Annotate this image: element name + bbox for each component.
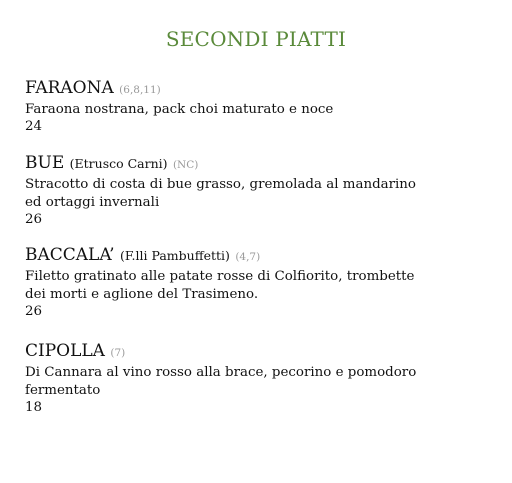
dish-price: 18 (25, 400, 43, 415)
dish-item (25, 245, 505, 320)
dish-description-line: Faraona nostrana, pack choi maturato e noce (25, 102, 334, 117)
dish-name: CIPOLLA (25, 341, 105, 361)
dish-header (25, 78, 505, 100)
dish-producer: (F.lli Pambuffetti) (119, 248, 230, 263)
dish-description (25, 101, 505, 119)
dish-allergens: (7) (110, 347, 126, 359)
dish-producer: (Etrusco Carni) (69, 156, 168, 171)
dish-allergens: (6,8,11) (119, 84, 161, 96)
dish-description-line: fermentato (25, 383, 101, 398)
dish-price: 26 (25, 212, 43, 227)
dish-description-line: ed ortaggi invernali (25, 195, 160, 210)
dish-item (25, 78, 505, 135)
dish-header (25, 153, 505, 175)
dish-name: FARAONA (25, 78, 114, 98)
dish-description (25, 364, 505, 400)
dish-description-line: dei morti e aglione del Trasimeno. (25, 287, 259, 302)
dish-description-line: Di Cannara al vino rosso alla brace, pecorino e pomodoro (25, 365, 417, 380)
dish-description (25, 268, 505, 304)
dish-price: 24 (25, 119, 43, 134)
dish-item (25, 341, 505, 416)
dish-name: BUE (25, 153, 65, 173)
dish-allergens: (4,7) (235, 251, 261, 263)
dish-allergens: (NC) (172, 159, 199, 171)
dish-name: BACCALA’ (25, 245, 115, 265)
dish-price: 26 (25, 304, 43, 319)
dish-header (25, 245, 505, 267)
dish-description-line: Filetto gratinato alle patate rosse di Colfiorito, trombette (25, 269, 415, 284)
dish-description-line: Stracotto di costa di bue grasso, gremolada al mandarino (25, 177, 416, 192)
dish-description (25, 176, 505, 212)
dish-item (25, 153, 505, 228)
page-title: SECONDI PIATTI (165, 27, 347, 51)
dish-header (25, 341, 505, 363)
